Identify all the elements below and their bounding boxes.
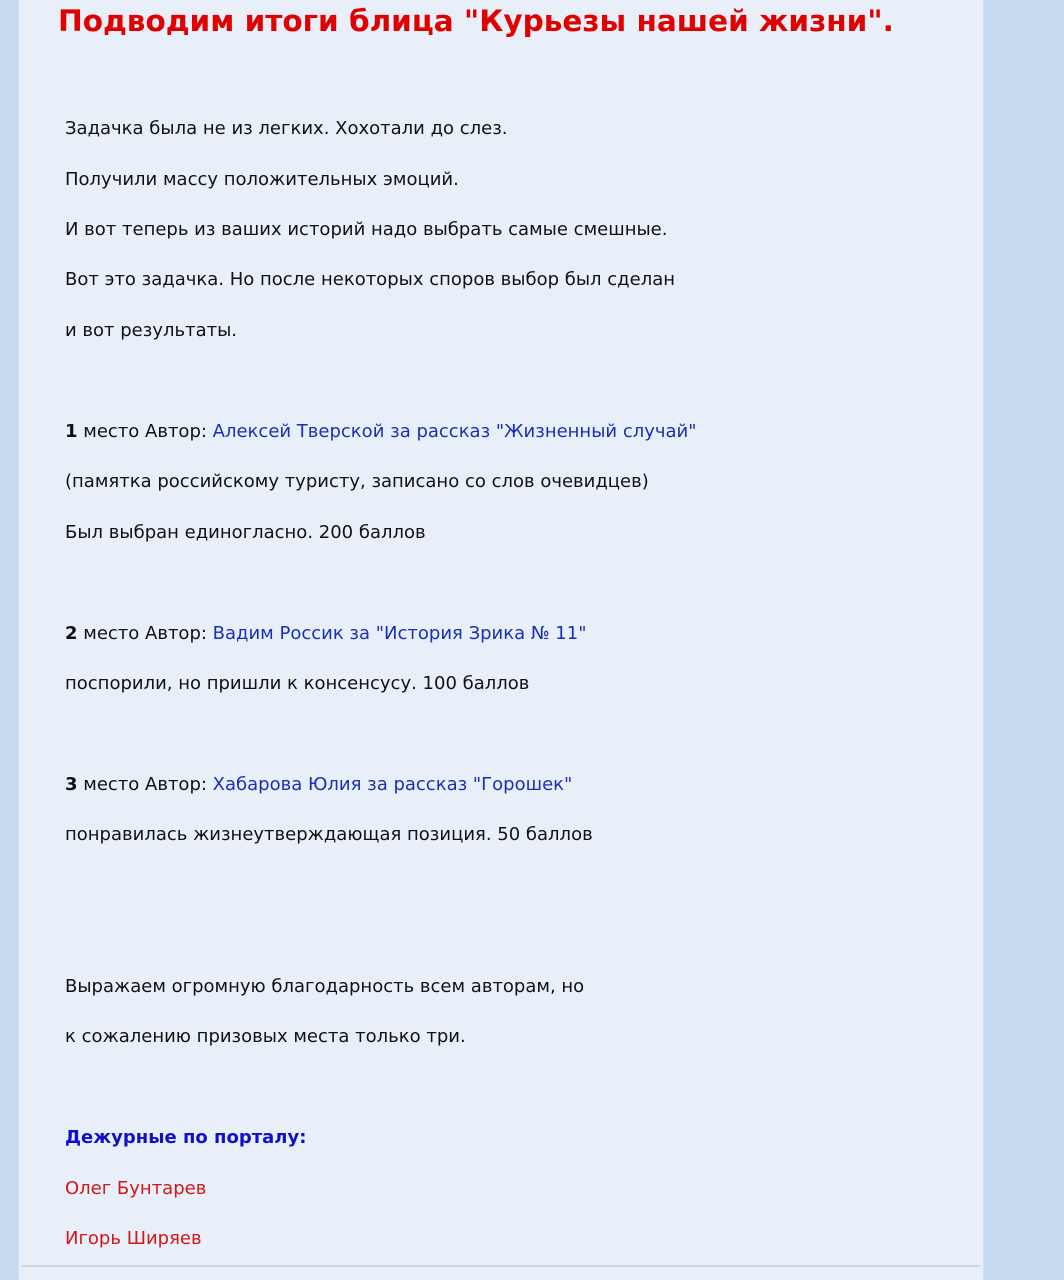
page-title: Подводим итоги блица "Курьезы нашей жизни". [58, 4, 894, 38]
place-2-line [65, 622, 586, 646]
duty-name: Олег Бунтарев [65, 1178, 207, 1199]
intro-line: Задачка была не из легких. Хохотали до слез. [65, 118, 508, 139]
place-1-note: Был выбран единогласно. 200 баллов [65, 522, 426, 543]
place-1-author-link[interactable]: Алексей Тверской за рассказ "Жизненный случай" [212, 421, 697, 442]
place-2-note: поспорили, но пришли к консенсусу. 100 баллов [65, 673, 530, 694]
place-1-note: (памятка российскому туристу, записано со слов очевидцев) [65, 471, 649, 492]
place-3-author-link[interactable]: Хабарова Юлия за рассказ "Горошек" [212, 774, 573, 795]
intro-line: И вот теперь из ваших историй надо выбрать самые смешные. [65, 219, 668, 240]
place-3-note: понравилась жизнеутверждающая позиция. 50 баллов [65, 824, 593, 845]
place-3-line [65, 773, 572, 797]
place-1-number: 1 [65, 421, 78, 442]
place-1-line [65, 420, 697, 444]
place-1-label: место Автор: [77, 421, 213, 442]
thanks-line: к сожалению призовых места только три. [65, 1026, 466, 1047]
place-2-author-link[interactable]: Вадим Россик за "История Зрика № 11" [212, 623, 587, 644]
bottom-divider [22, 1265, 980, 1267]
thanks-line: Выражаем огромную благодарность всем авторам, но [65, 976, 585, 997]
intro-line: и вот результаты. [65, 320, 238, 341]
place-3-label: место Автор: [77, 774, 213, 795]
duty-title: Дежурные по порталу: [65, 1127, 307, 1148]
place-2-label: место Автор: [77, 623, 213, 644]
place-2-number: 2 [65, 623, 78, 644]
intro-line: Вот это задачка. Но после некоторых споров выбор был сделан [65, 269, 675, 290]
place-3-number: 3 [65, 774, 78, 795]
duty-name: Игорь Ширяев [65, 1228, 202, 1249]
intro-line: Получили массу положительных эмоций. [65, 169, 459, 190]
